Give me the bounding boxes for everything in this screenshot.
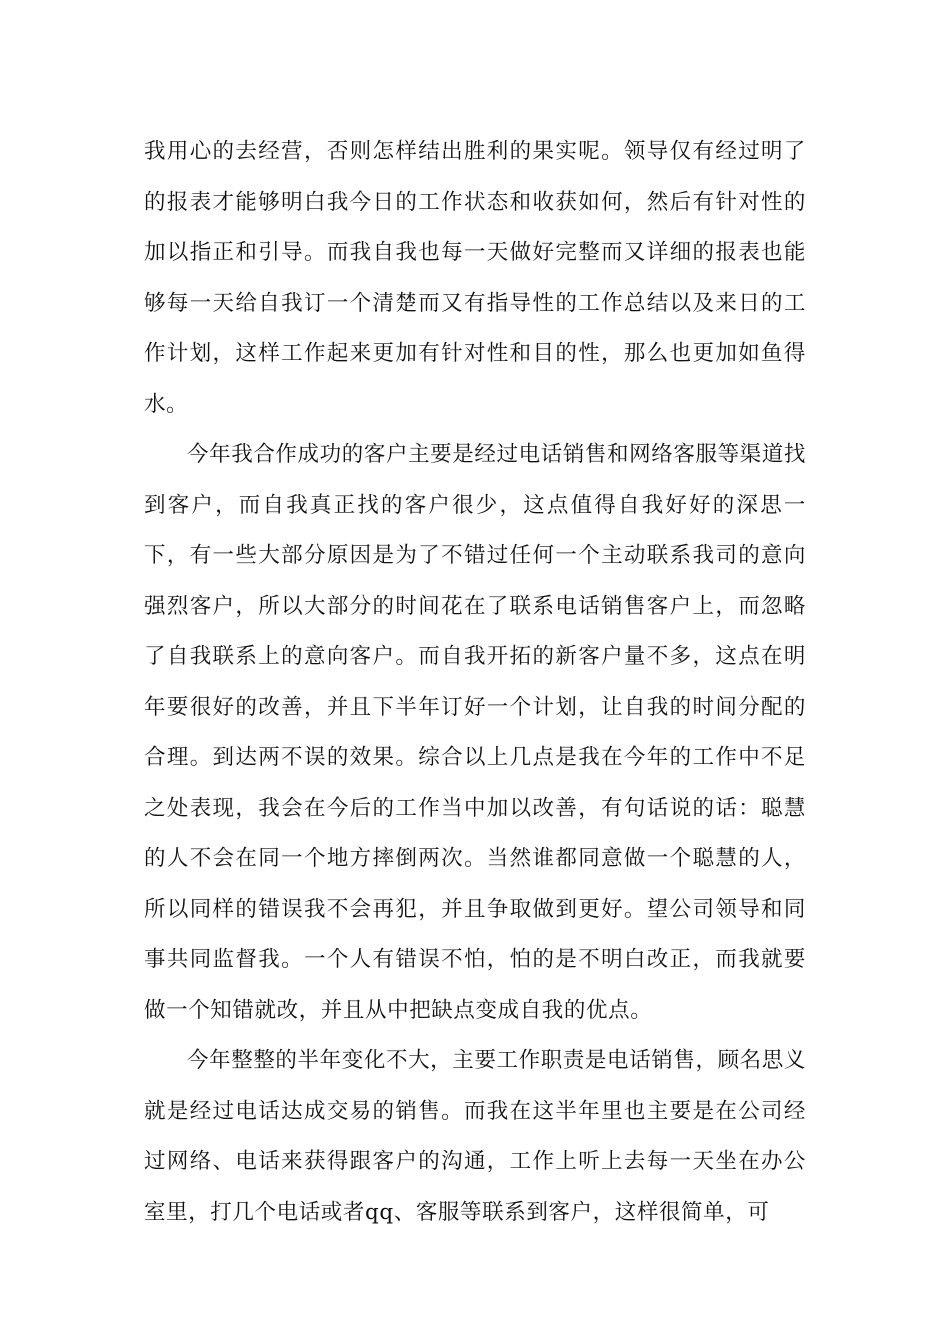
- paragraph-1: 我用心的去经营，否则怎样结出胜利的果实呢。领导仅有经过明了的报表才能够明白我今日的工作状态和收获如何，然后有针对性的加以指正和引导。而我自我也每一天做好完整而又详细的报表也能够每一天给自我订一个清楚而又有指导性的工作总结以及来日的工作计划，这样工作起来更加有针对性和目的性，那么也更加如鱼得水。: [144, 139, 806, 417]
- paragraph-2: 今年我合作成功的客户主要是经过电话销售和网络客服等渠道找到客户，而自我真正找的客户很少，这点值得自我好好的深思一下，有一些大部分原因是为了不错过任何一个主动联系我司的意向强烈客户，所以大部分的时间花在了联系电话销售客户上，而忽略了自我联系上的意向客户。而自我开拓的新客户量不多，这点在明年要很好的改善，并且下半年订好一个计划，让自我的时间分配的合理。到达两不误的效果。综合以上几点是我在今年的工作中不足之处表现，我会在今后的工作当中加以改善，有句话说的话：聪慧的人不会在同一个地方摔倒两次。当然谁都同意做一个聪慧的人，所以同样的错误我不会再犯，并且争取做到更好。望公司领导和同事共同监督我。一个人有错误不怕，怕的是不明白改正，而我就要做一个知错就改，并且从中把缺点变成自我的优点。: [144, 442, 806, 1023]
- paragraph-3: 今年整整的半年变化不大，主要工作职责是电话销售，顾名思义就是经过电话达成交易的销售。而我在这半年里也主要是在公司经过网络、电话来获得跟客户的沟通，工作上听上去每一天坐在办公室里，打几个电话或者qq、客服等联系到客户，这样很简单，可: [144, 1048, 806, 1225]
- body-text: [144, 127, 806, 1238]
